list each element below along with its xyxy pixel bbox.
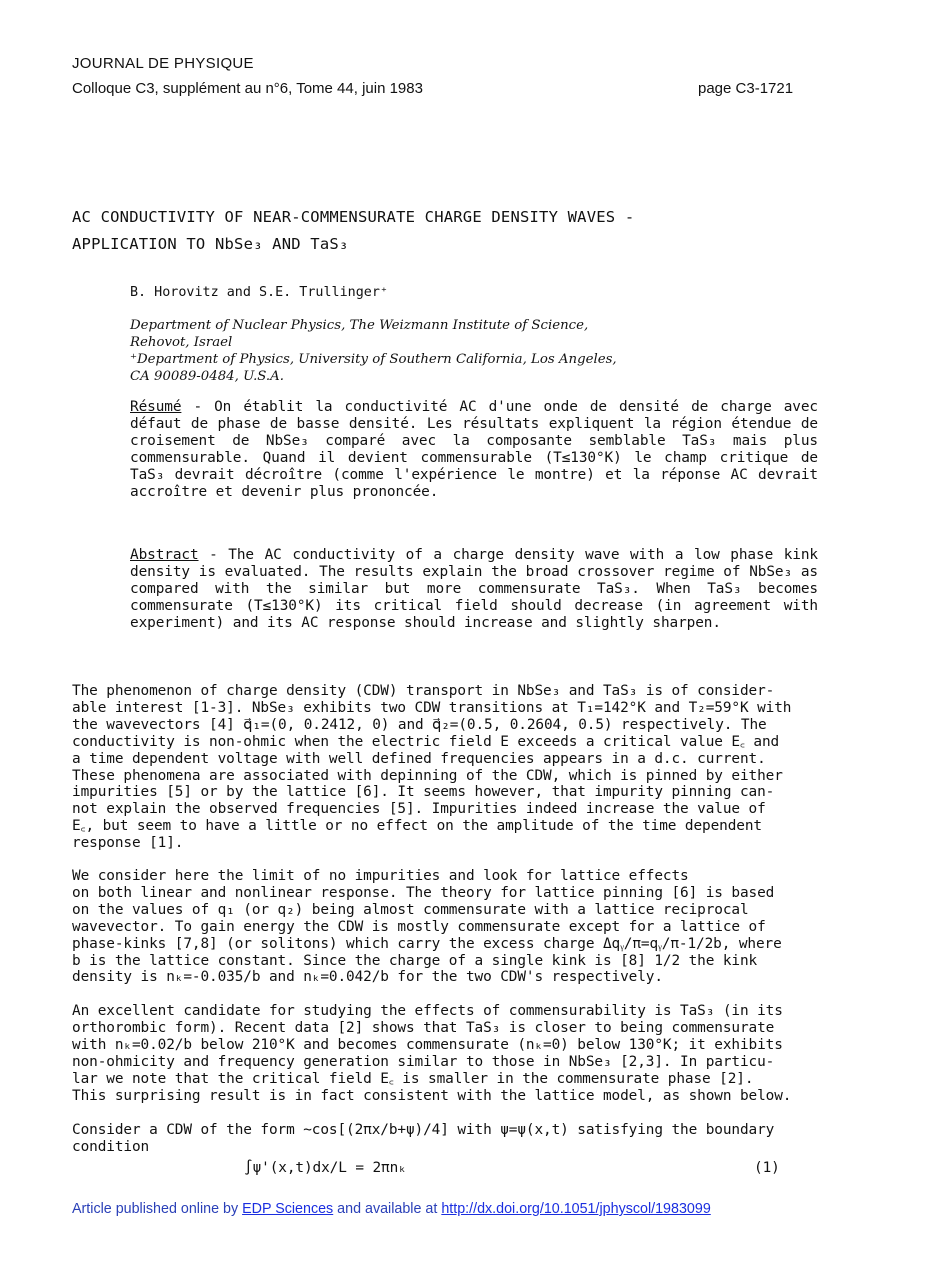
affiliation-line-2: Rehovot, Israel (130, 334, 233, 350)
body-paragraph-1: The phenomenon of charge density (CDW) transport in NbSe₃ and TaS₃ is of consider- able interest [1-3]. NbSe₃ exhibits two CDW transitions at T₁=142°K and T₂=59°K with the wavevectors [4] q⃗₁=(0, 0.2412, 0) and q⃗₂=(0.5, 0.2604, 0.5) respectively. The conductivity is non-ohmic when the electric field E exceeds a critical value E꜀ and a time dependent voltage with well defined frequencies appears in a d.c. current. These phenomena are associated with depinning of the CDW, which is pinned by either impurities [5] or by the lattice [6]. It seems however, that impurity pinning can- not explain the observed frequencies [5]. Impurities indeed increase the value of E꜀, but seem to have a little or no effect on the amplitude of the time dependent response [1]. (72, 683, 792, 852)
authors: B. Horovitz and S.E. Trullinger⁺ (130, 285, 388, 300)
journal-name: JOURNAL DE PHYSIQUE (72, 55, 254, 72)
affiliations (130, 318, 830, 386)
doi-link[interactable]: http://dx.doi.org/10.1051/jphyscol/1983099 (441, 1201, 711, 1217)
footer-middle: and available at (333, 1201, 442, 1217)
publisher-link[interactable]: EDP Sciences (242, 1201, 334, 1217)
resume-label: Résumé (130, 399, 182, 415)
affiliation-line-1: Department of Nuclear Physics, The Weizmann Institute of Science, (130, 318, 589, 333)
footer-prefix: Article published online by (72, 1201, 243, 1217)
abstract-label: Abstract (130, 547, 199, 563)
body-paragraph-3: An excellent candidate for studying the effects of commensurability is TaS₃ (in its orthorombic form). Recent data [2] shows that TaS₃ is closer to being commensurate with nₖ=0.02/b below 210°K and becomes commensurate (nₖ=0) below 130°K; it exhibits non-ohmicity and frequency generation similar to those in NbSe₃ [2,3]. In particu- lar we note that the critical field E꜀ is smaller in the commensurate phase [2]. This surprising result is in fact consistent with the lattice model, as shown below. (72, 1003, 792, 1104)
abstract-block (130, 547, 818, 632)
body-paragraph-2: We consider here the limit of no impurities and look for lattice effects on both linear and nonlinear response. The theory for lattice pinning [6] is based on the values of q₁ (or q₂) being almost commensurate with a lattice reciprocal wavevector. To gain energy the CDW is mostly commensurate except for a lattice of phase-kinks [7,8] (or solitons) which carry the excess charge Δqᵧ/π=qᵧ/π-1/2b, where b is the lattice constant. Since the charge of a single kink is [8] 1/2 the kink density is nₖ=-0.035/b and nₖ=0.042/b for the two CDW's respectively. (72, 868, 782, 986)
colloque-line: Colloque C3, supplément au n°6, Tome 44, juin 1983 (72, 80, 423, 97)
publication-footer (72, 1201, 711, 1217)
page-number: page C3-1721 (698, 80, 794, 97)
abstract-text: - The AC conductivity of a charge density wave with a low phase kink density is evaluated. The results explain the broad crossover regime of NbSe₃ as compared with the similar but more commensurate TaS₃. When TaS₃ becomes commensurate (T≤130°K) its critical field should decrease (in agreement with experiment) and its AC response should increase and slightly sharpen. (130, 547, 818, 631)
affiliation-line-4: CA 90089-0484, U.S.A. (130, 368, 284, 384)
paper-title-line-1: AC CONDUCTIVITY OF NEAR-COMMENSURATE CHARGE DENSITY WAVES - (72, 208, 635, 226)
resume-block (130, 399, 818, 500)
equation-1: ∫ψ'(x,t)dx/L = 2πnₖ (244, 1160, 407, 1176)
equation-number: (1) (754, 1160, 780, 1176)
paper-title-line-2: APPLICATION TO NbSe₃ AND TaS₃ (72, 235, 349, 253)
resume-text: - On établit la conductivité AC d'une onde de densité de charge avec défaut de phase de basse densité. Les résultats expliquent la région étendue de croisement de NbSe₃ comparé avec la composante semblable TaS₃ mais plus commensurable. Quand il devient commensurable (T≤130°K) le champ critique de TaS₃ devrait décroître (comme l'expérience le montre) et la réponse AC devrait accroître et devenir plus prononcée. (130, 399, 818, 500)
body-paragraph-4: Consider a CDW of the form ∼cos[(2πx/b+ψ)/4] with ψ=ψ(x,t) satisfying the boundary condition (72, 1122, 775, 1155)
affiliation-line-3: ⁺Department of Physics, University of Southern California, Los Angeles, (130, 351, 617, 367)
